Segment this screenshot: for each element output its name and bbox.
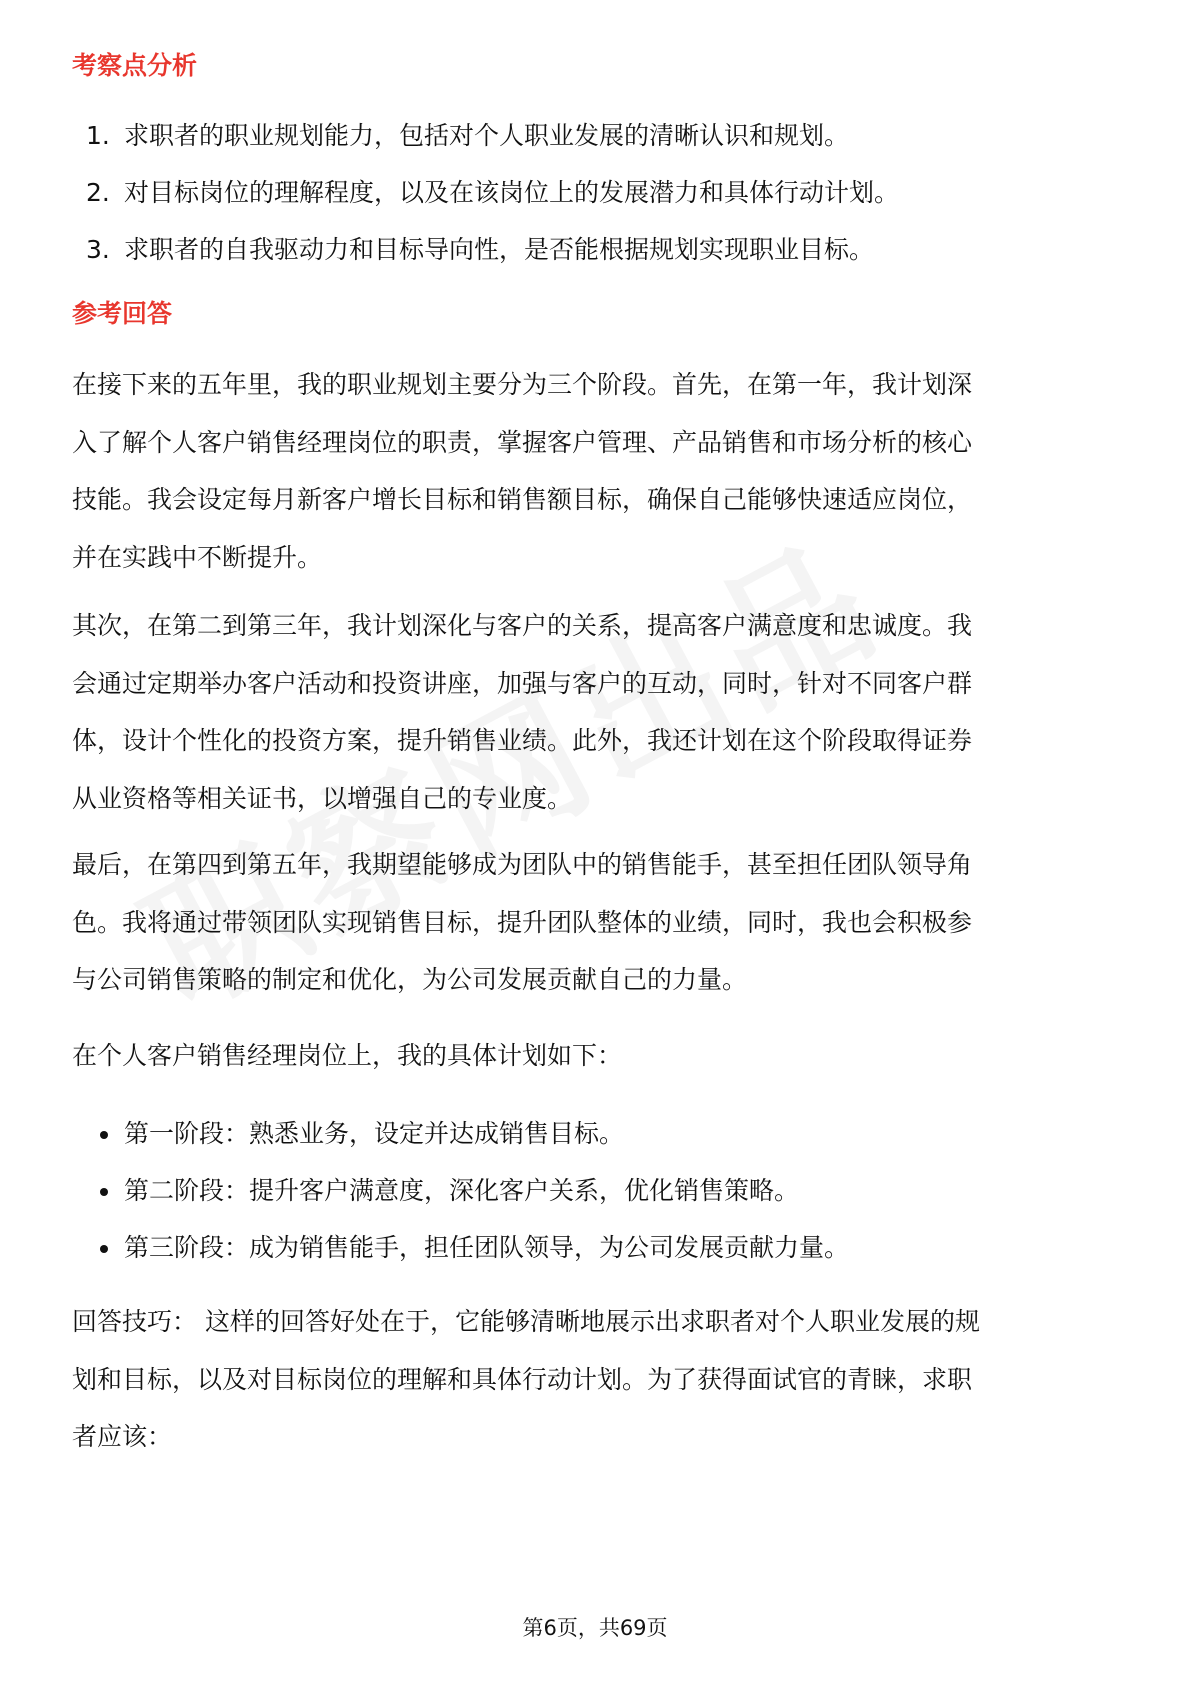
paragraph-line: 技能。我会设定每月新客户增长目标和销售额目标，确保自己能够快速适应岗位，: [72, 485, 973, 514]
paragraph-second-third-year: [72, 597, 1122, 827]
answer-tips: [72, 1293, 1122, 1466]
paragraph-line: 体，设计个性化的投资方案，提升销售业绩。此外，我还计划在这个阶段取得证券: [72, 726, 973, 755]
bullet-icon: [100, 1131, 108, 1139]
paragraph-line: 入了解个人客户销售经理岗位的职责，掌握客户管理、产品销售和市场分析的核心: [72, 427, 973, 457]
paragraph-line: 回答技巧： 这样的回答好处在于，它能够清晰地展示出求职者对个人职业发展的规: [72, 1307, 980, 1336]
paragraph-line: 在接下来的五年里，我的职业规划主要分为三个阶段。首先，在第一年，我计划深: [72, 370, 973, 399]
bullet-icon: [100, 1188, 108, 1196]
paragraph-line: 色。我将通过带领团队实现销售目标，提升团队整体的业绩，同时，我也会积极参: [72, 907, 973, 937]
list-item-text: 第二阶段：提升客户满意度，深化客户关系，优化销售策略。: [124, 1176, 800, 1205]
plan-intro: [72, 1027, 1122, 1085]
bullet-icon: [100, 1245, 108, 1253]
paragraph-line: 并在实践中不断提升。: [72, 542, 323, 572]
page-number: 第6页，共69页: [522, 1616, 668, 1640]
list-item-text: 第三阶段：成为销售能手，担任团队领导，为公司发展贡献力量。: [124, 1233, 850, 1262]
list-item-text: 求职者的职业规划能力，包括对个人职业发展的清晰认识和规划。: [124, 121, 850, 150]
paragraph-line: 划和目标，以及对目标岗位的理解和具体行动计划。为了获得面试官的青睐，求职: [72, 1364, 973, 1394]
analysis-heading: 考察点分析: [72, 51, 198, 80]
paragraph-line: 从业资格等相关证书，以增强自己的专业度。: [72, 783, 573, 813]
list-number: 2.: [86, 178, 110, 207]
paragraph-line: 最后，在第四到第五年，我期望能够成为团队中的销售能手，甚至担任团队领导角: [72, 850, 973, 879]
paragraph-first-year: [72, 356, 1122, 586]
list-item-text: 对目标岗位的理解程度，以及在该岗位上的发展潜力和具体行动计划。: [124, 178, 900, 207]
paragraph-line: 者应该：: [72, 1422, 173, 1451]
paragraph-line: 会通过定期举办客户活动和投资讲座，加强与客户的互动，同时，针对不同客户群: [72, 668, 973, 698]
paragraph-fourth-fifth-year: [72, 836, 1122, 1009]
list-number: 1.: [86, 121, 110, 150]
list-item-text: 求职者的自我驱动力和目标导向性，是否能根据规划实现职业目标。: [124, 235, 875, 264]
paragraph-line: 与公司销售策略的制定和优化，为公司发展贡献自己的力量。: [72, 965, 748, 994]
answer-heading: 参考回答: [72, 299, 173, 328]
paragraph-line: 其次，在第二到第三年，我计划深化与客户的关系，提高客户满意度和忠诚度。我: [72, 611, 973, 640]
list-number: 3.: [86, 235, 110, 264]
list-item-text: 第一阶段：熟悉业务，设定并达成销售目标。: [124, 1119, 625, 1148]
paragraph-line: 在个人客户销售经理岗位上，我的具体计划如下：: [72, 1041, 623, 1070]
